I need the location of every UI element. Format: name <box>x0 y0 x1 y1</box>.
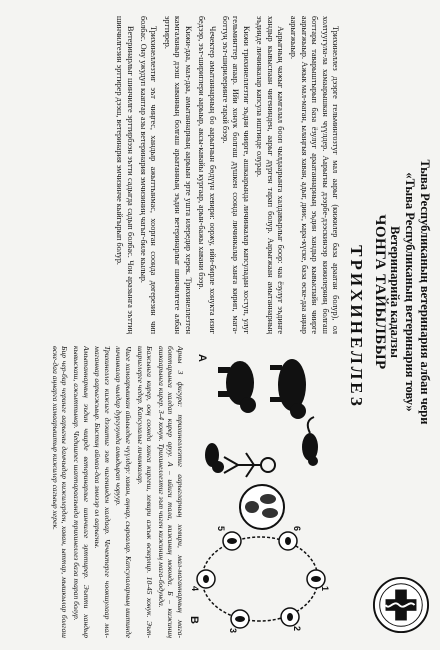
body-paragraph: Ветеринарлыг шинчилге эрттирбээн эътти садыгда садып болбас. Чон аразынга эъттиң шинчилгезин эрттирер дээш, ветеринария эмчизинче кыйгырып болур. <box>115 16 135 334</box>
body-paragraph: Аарыгның чажыг камгалал бооп чылдаарынга халдавырлыг боор: чаа ёзулуг эъдинге хандыр кывыспаан чигенинден, аарыг дүрген тарап болур. Аарыгжаан амытаннарның эъдинде личинкалар капсула иштинде олурар. <box>255 16 285 334</box>
stage-number: 6 <box>292 526 302 532</box>
header-line-1: Тыва Республиканың ветеринария албан чери <box>418 159 432 425</box>
life-cycle-diagram <box>185 346 340 638</box>
cat-silhouette <box>205 443 224 473</box>
caption-paragraph: Трихинеллез кижиге дээштиг эът чигенинден халдаар. Чечектерге чоокшулаар мал-маганнар аарыгжыыр. Бистиң аймаа-даа эмнээр ол аарыгны. <box>93 346 112 638</box>
body-paragraph: Трихинеллез дээрге гельминтозтуг мал аарыг (кижилер база араатан болур), ол холтуугула-ла хамаарышкан чүүлдер. Аарыгны дээрбе-дээскинээр кижилерниң болгаш боттары таварыштырып база ёзулуг араатаннарның эъдин хандыр кывыспайн чиирге аарыгжыыр. Ажык мал-маган, ылаңгыя хаван, адыг, диис, кара-күске, база өске-даа аңнар аарыгжыыр. <box>289 16 340 334</box>
stage-number: 5 <box>216 526 226 532</box>
figure-caption <box>25 346 185 638</box>
header <box>368 16 432 638</box>
caption-paragraph: Арны 3 фигура: трихинеллезтиг аарыгларның хевири, мал-маганнарның мага-боттарынга халдап кирер оруу. А – ийиги тала, кижиниң моюнда. Б – кижиниң ашкаарынга кирер. 3-4 хонук. Трихинеллезтиг эът чиген кижиниң мага-бодунда. <box>156 346 185 638</box>
veterinary-emblem-logo <box>372 576 430 634</box>
header-line-2: «Тыва Республиканың ветеринария тову» <box>403 172 417 412</box>
pig-silhouette <box>270 359 306 419</box>
caption-paragraph: Бир чер-бир черинге аарыгны дамчыдар кижилерден, хаван, ыттар, мышкылар болгаш өске-даа аңнарга хамаарыштыр кижилер сагыыр херек. <box>50 346 70 638</box>
document-title: ТРИХИНЕЛЛЕЗ <box>347 245 366 409</box>
body-paragraph: Кижи-даа, мал-даа, амытаннарның аарыын эрте ушта илередир херек. Трихинеллезтен камгаланыр дээш хаванның болгаш араатанның эъдин ветеринарлыг шинчилгеге албан эрттирер. <box>162 16 193 334</box>
rat-silhouette <box>302 417 318 466</box>
body-paragraph: Трихинеллезтиг эът чиңгес, хандыр ажыттынмас, хоорган соонда дөгерезин чип болбас. Ону ужудуп кааптар азы ветеринария эмчизиниң чагыг-биле кылыр. <box>139 16 159 334</box>
stage-number: 3 <box>228 628 238 634</box>
body-paragraph: Чечектер амытаннарның бо аарыгнын бөдүүн хевири: ооржу, ийи-бирле хонукта изиг бедээр, эът-шириглери аарыыр, аксы-кавайы кургаар, арын-бажы хавани бээр. <box>197 16 217 334</box>
capsule-larva-circle <box>240 485 284 529</box>
figure-label-a: А <box>196 354 208 362</box>
caption-paragraph: Амытаннарның эъдин чиирде ветеринарлыг шинчилге эрттирер. Эътти хандыр кывыскаш, ажыттынар. Чедишпес шаптараазында трихинеллез база тарап болур. <box>72 346 91 638</box>
cycle-stages <box>197 532 325 628</box>
stage-number: 4 <box>190 586 200 592</box>
caption-paragraph: Чиге хамаарышкан айыылдыг чүүлдер: хаван, аңнар, сыраалар. Капсулаларның иштинде личинкалар чылдар дургузунда амыдырап чоруур. <box>114 346 134 638</box>
stage-number: 1 <box>320 586 330 592</box>
stage-number: 2 <box>292 626 302 632</box>
body-text <box>22 16 340 334</box>
human-figure <box>224 453 275 477</box>
content-columns <box>22 16 340 638</box>
header-line-3: Ветеринарийа кадалзы <box>388 226 402 358</box>
body-paragraph: Кижи трихинеллезтиг эъдни чиирге, ашкаарында личинкалар капсуладан хоступ, улуг гельминттер апаар. Ийи хонук болгаш дүшкен соонда личинкалар ханга кирип, мага-боттуң эът-ширилеринге тарай бээр. <box>220 16 251 334</box>
illustration-column <box>22 346 340 638</box>
bear-silhouette <box>218 361 256 413</box>
header-line-4: ЧОНГА ТАЙЫЛБЫР <box>372 214 388 370</box>
figure-label-b: В <box>188 616 200 624</box>
life-cycle-figure <box>185 346 340 638</box>
caption-paragraph: Бажынга кирер, ооң соонда ханга киргеш, хевири ажык өскерлир. 10-45 хонук. Эът-шириглерге чедер. Капсулалыг личинкалар. <box>135 346 155 638</box>
